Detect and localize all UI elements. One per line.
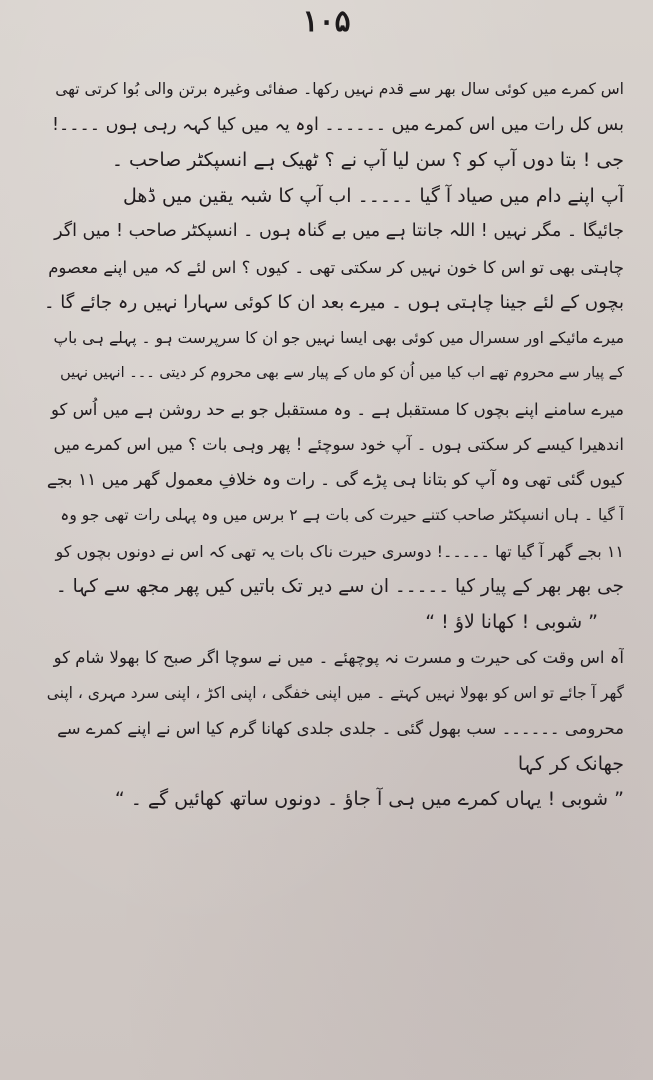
page-number: ١٠۵	[302, 4, 351, 39]
text-line-11: اندھیرا کیسے کر سکتی ہوں ۔ آپ خود سوچئے ! پھر وہی بات ؟ میں اس کمرے میں	[53, 435, 624, 454]
text-line-12: کیوں گئی تھی وہ آپ کو بتانا ہی پڑے گی ۔ رات وہ خلافِ معمول گھر میں ١١ بجے	[46, 469, 624, 490]
text-line-3: جی ! بتا دوں آپ کو ؟ سن لیا آپ نے ؟ ٹھیک ہے انسپکٹر صاحب ۔	[111, 149, 624, 171]
text-line-6: چاہتی بھی تو اس کا خون نہیں کر سکتی تھی ۔ کیوں ؟ اس لئے کہ میں اپنے معصوم	[48, 257, 624, 277]
text-line-1: اس کمرے میں کوئی سال بھر سے قدم نہیں رکھا۔ صفائی وغیرہ برتن والی بُوا کرتی تھی	[55, 80, 624, 98]
text-line-14: ١١ بجے گھر آ گیا تھا ۔۔۔۔۔! دوسری حیرت ناک بات یہ تھی کہ اس نے دونوں بچوں کو	[55, 541, 624, 561]
text-line-21-dialogue: ” شوبی ! یہاں کمرے میں ہی آ جاؤ ۔ دونوں ساتھ کھائیں گے ۔ “	[114, 788, 624, 810]
text-line-17: آہ اس وقت کی حیرت و مسرت نہ پوچھئے ۔ میں نے سوچا اگر صبح کا بھولا شام کو	[53, 648, 624, 667]
text-line-7: بچوں کے لئے جینا چاہتی ہوں ۔ میرے بعد ان کا کوئی سہارا نہیں رہ جائے گا ۔	[44, 292, 624, 313]
text-line-16-dialogue: ” شوبی ! کھانا لاؤ ! “	[425, 610, 598, 633]
text-line-9: کے پیار سے محروم تھے اب کیا میں اُن کو ماں کے پیار سے بھی محروم کر دیتی ۔۔۔ انہیں نہیں	[60, 365, 624, 381]
body-text	[44, 72, 624, 818]
text-line-8: میرے مائیکے اور سسرال میں کوئی بھی ایسا نہیں جو ان کا سرپرست ہو ۔ پہلے ہی باپ	[53, 328, 624, 347]
text-line-4: آپ اپنے دام میں صیاد آ گیا ۔۔۔۔۔ اب آپ کا شبہ یقین میں ڈھل	[123, 184, 624, 207]
text-line-19: محرومی ۔۔۔۔۔۔ سب بھول گئی ۔ جلدی جلدی کھانا گرم کیا اس نے اپنے کمرے سے	[57, 719, 624, 738]
text-line-2: بس کل رات میں اس کمرے میں ۔۔۔۔۔۔ اوہ یہ میں کیا کہہ رہی ہوں ۔۔۔۔!	[52, 114, 624, 135]
text-line-10: میرے سامنے اپنے بچوں کا مستقبل ہے ۔ وہ مستقبل جو بے حد روشن ہے میں اُس کو	[50, 399, 624, 419]
text-line-13: آ گیا ۔ ہاں انسپکٹر صاحب کتنے حیرت کی بات ہے ٢ برس میں وہ پہلی رات تھی جو وہ	[60, 506, 624, 524]
text-line-20: جھانک کر کہا	[517, 752, 624, 775]
text-line-18: گھر آ جائے تو اس کو بھولا نہیں کہتے ۔ میں اپنی خفگی ، اپنی اکڑ ، اپنی سرد مہری ، اپنی	[46, 683, 624, 702]
text-line-15: جی بھر بھر کے پیار کیا ۔۔۔۔۔ ان سے دیر تک باتیں کیں پھر مجھ سے کہا ۔	[55, 576, 624, 597]
text-line-5: جائیگا ۔ مگر نہیں ! اللہ جانتا ہے میں بے گناہ ہوں ۔ انسپکٹر صاحب ! میں اگر	[54, 221, 624, 241]
